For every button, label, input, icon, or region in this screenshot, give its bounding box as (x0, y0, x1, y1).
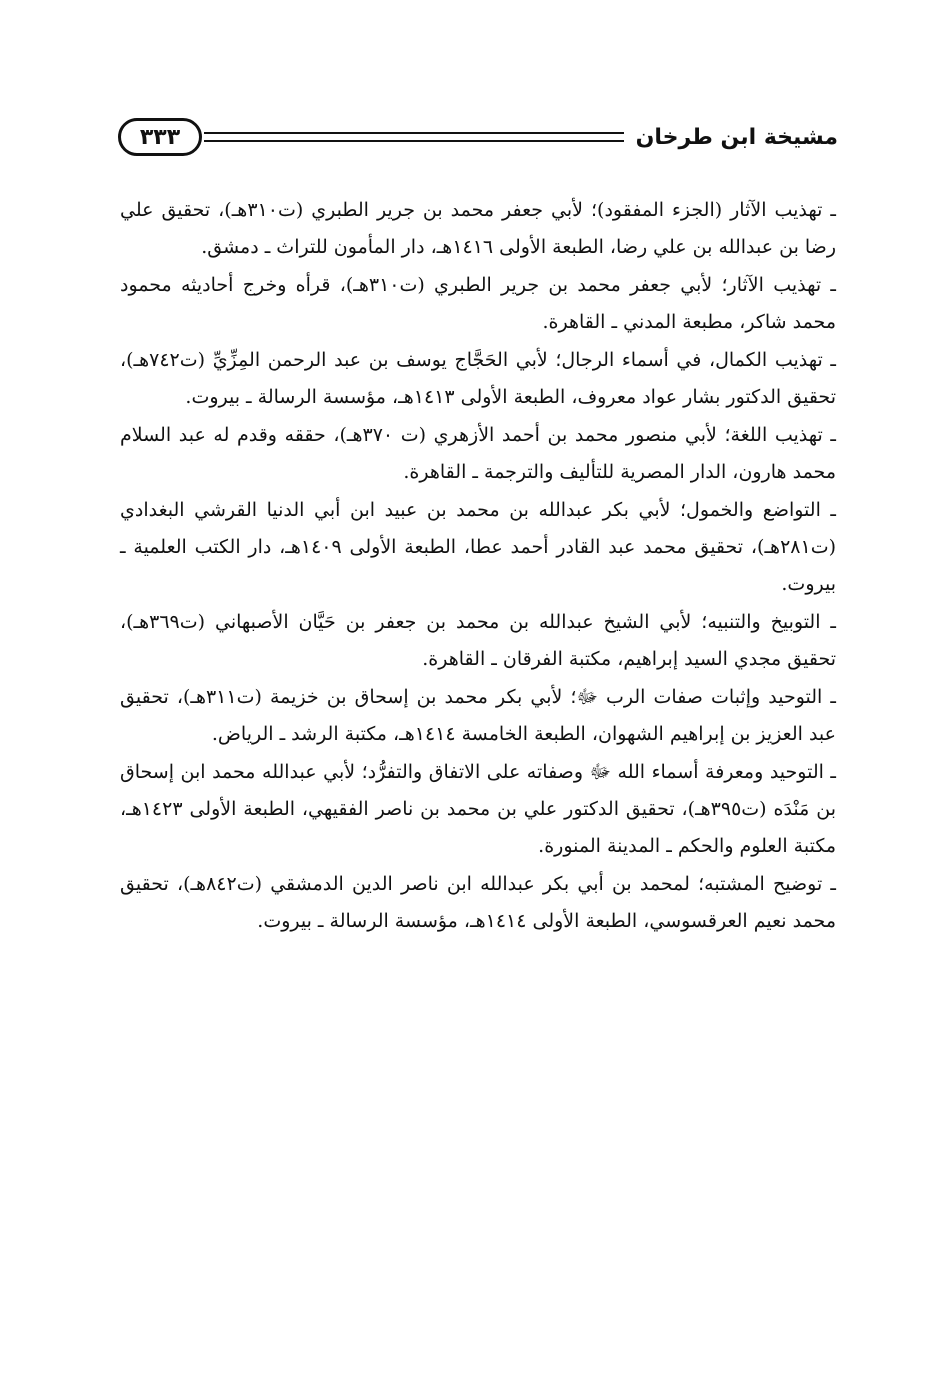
bibliography-entry: ـ التوحيد وإثبات صفات الرب ﷻ؛ لأبي بكر محمد بن إسحاق بن خزيمة (ت٣١١هـ)، تحقيق عبد العزيز بن إبراهيم الشهوان، الطبعة الخامسة ١٤١٤هـ، مكتبة الرشد ـ الرياض. (120, 686, 836, 745)
page-header (118, 112, 838, 162)
bibliography-entry: ـ التواضع والخمول؛ لأبي بكر عبدالله بن محمد بن عبيد ابن أبي الدنيا القرشي البغدادي (ت٢٨١هـ)، تحقيق محمد عبد القادر أحمد عطا، الطبعة الأولى ١٤٠٩هـ، دار الكتب العلمية ـ بيروت. (120, 499, 836, 595)
bibliography-entry: ـ تهذيب الآثار؛ لأبي جعفر محمد بن جرير الطبري (ت٣١٠هـ)، قرأه وخرج أحاديثه محمود محمد شاكر، مطبعة المدني ـ القاهرة. (120, 274, 836, 333)
bibliography-entry: ـ توضيح المشتبه؛ لمحمد بن أبي بكر عبدالله ابن ناصر الدين الدمشقي (ت٨٤٢هـ)، تحقيق محمد نعيم العرقسوسي، الطبعة الأولى ١٤١٤هـ، مؤسسة الرسالة ـ بيروت. (120, 873, 836, 932)
bibliography-list (120, 192, 836, 941)
bibliography-entry: ـ تهذيب الكمال، في أسماء الرجال؛ لأبي الحَجَّاج يوسف بن عبد الرحمن المِزِّيِّ (ت٧٤٢هـ)، تحقيق الدكتور بشار عواد معروف، الطبعة الأولى ١٤١٣هـ، مؤسسة الرسالة ـ بيروت. (120, 349, 836, 408)
bibliography-entry: ـ التوحيد ومعرفة أسماء الله ﷻ وصفاته على الاتفاق والتفرُّد؛ لأبي عبدالله محمد ابن إسحاق بن مَنْدَه (ت٣٩٥هـ)، تحقيق الدكتور علي بن محمد بن ناصر الفقيهي، الطبعة الأولى ١٤٢٣هـ، مكتبة العلوم والحكم ـ المدينة المنورة. (120, 761, 836, 857)
bibliography-entry: ـ التوبيخ والتنبيه؛ لأبي الشيخ عبدالله بن محمد بن جعفر بن حَيَّان الأصبهاني (ت٣٦٩هـ)، تحقيق مجدي السيد إبراهيم، مكتبة الفرقان ـ القاهرة. (120, 611, 836, 670)
running-title: مشيخة ابن طرخان (635, 124, 838, 150)
bibliography-entry: ـ تهذيب اللغة؛ لأبي منصور محمد بن أحمد الأزهري (ت ٣٧٠هـ)، حققه وقدم له عبد السلام محمد هارون، الدار المصرية للتأليف والترجمة ـ القاهرة. (120, 424, 836, 483)
bibliography-entry: ـ تهذيب الآثار (الجزء المفقود)؛ لأبي جعفر محمد بن جرير الطبري (ت٣١٠هـ)، تحقيق علي رضا بن عبدالله بن علي رضا، الطبعة الأولى ١٤١٦هـ، دار المأمون للتراث ـ دمشق. (120, 199, 836, 258)
page-number: ٣٣٣ (118, 118, 202, 156)
header-rule (204, 132, 624, 142)
